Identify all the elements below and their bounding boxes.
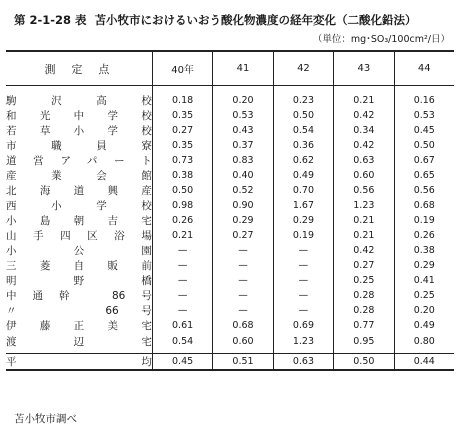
value-cell: 0.37 (213, 138, 273, 153)
value-cell: 0.73 (152, 153, 212, 168)
table-row (6, 213, 454, 228)
year-header: 44 (394, 51, 454, 86)
table-number: 第 2-1-28 表 (14, 13, 87, 27)
value-cell: 0.98 (152, 198, 212, 213)
value-cell: 0.27 (213, 228, 273, 243)
table-title-line (14, 12, 417, 28)
value-cell: 0.21 (334, 228, 394, 243)
value-cell: — (213, 243, 273, 258)
year-header: 42 (273, 51, 333, 86)
table-row (6, 168, 454, 183)
average-cell: 0.50 (334, 354, 394, 371)
value-cell: 0.21 (334, 86, 394, 109)
average-cell: 0.51 (213, 354, 273, 371)
location-name: 駒沢高校 (6, 94, 152, 107)
value-cell: 0.54 (152, 333, 212, 354)
value-cell: 0.50 (394, 138, 454, 153)
table-row (6, 153, 454, 168)
year-header: 43 (334, 51, 394, 86)
location-name: 市職員寮 (6, 140, 152, 152)
table-row (6, 228, 454, 243)
value-cell: 0.90 (213, 198, 273, 213)
location-name: 三菱自販前 (6, 260, 152, 272)
table-row (6, 183, 454, 198)
value-cell: 0.29 (273, 213, 333, 228)
value-cell: 0.38 (394, 243, 454, 258)
table-row (6, 288, 454, 303)
value-cell: 0.60 (334, 168, 394, 183)
location-header: 測定点 (6, 51, 152, 86)
value-cell: 0.19 (273, 228, 333, 243)
value-cell: 0.49 (273, 168, 333, 183)
location-name: 明野橋 (6, 275, 152, 287)
value-cell: — (213, 288, 273, 303)
value-cell: 0.19 (394, 213, 454, 228)
value-cell: 0.67 (394, 153, 454, 168)
data-table (6, 50, 454, 371)
value-cell: 0.36 (273, 138, 333, 153)
value-cell: 0.95 (334, 333, 394, 354)
table-row (6, 333, 454, 354)
location-name: 伊藤正美宅 (6, 320, 152, 332)
value-cell: 0.29 (213, 213, 273, 228)
value-cell: 0.28 (334, 288, 394, 303)
value-cell: 0.70 (273, 183, 333, 198)
value-cell: 0.29 (394, 258, 454, 273)
value-cell: 0.42 (334, 243, 394, 258)
unit-note: （単位：mg･SO₃/100cm²/日） (312, 34, 450, 45)
value-cell: 0.43 (213, 123, 273, 138)
value-cell: — (273, 288, 333, 303)
value-cell: 0.25 (334, 273, 394, 288)
value-cell: 0.28 (334, 303, 394, 318)
year-header: 40年 (152, 51, 212, 86)
value-cell: 0.50 (273, 108, 333, 123)
location-name: 中通幹 86号 (6, 290, 152, 302)
value-cell: 0.63 (334, 153, 394, 168)
value-cell: 0.56 (394, 183, 454, 198)
value-cell: 0.27 (334, 258, 394, 273)
table-row (6, 108, 454, 123)
value-cell: 0.42 (334, 138, 394, 153)
value-cell: 1.23 (334, 198, 394, 213)
average-label: 平均 (6, 354, 152, 371)
header-row (6, 51, 454, 86)
value-cell: 0.34 (334, 123, 394, 138)
value-cell: 0.60 (213, 333, 273, 354)
table-row (6, 123, 454, 138)
value-cell: 0.16 (394, 86, 454, 109)
value-cell: — (213, 273, 273, 288)
location-name: 道営アパート (6, 155, 152, 167)
location-name: 〃 66号 (6, 305, 152, 317)
location-name: 産業会館 (6, 170, 152, 182)
location-name: 和光中学校 (6, 110, 152, 122)
value-cell: 1.23 (273, 333, 333, 354)
table-row (6, 318, 454, 333)
table-row (6, 138, 454, 153)
location-name: 西小学校 (6, 200, 152, 212)
table-row (6, 273, 454, 288)
value-cell: 0.69 (273, 318, 333, 333)
table-row (6, 243, 454, 258)
table-body (6, 86, 454, 354)
value-cell: 0.56 (334, 183, 394, 198)
value-cell: 0.18 (152, 86, 212, 109)
value-cell: 0.26 (152, 213, 212, 228)
value-cell: 0.68 (394, 198, 454, 213)
average-cell: 0.44 (394, 354, 454, 371)
value-cell: 0.53 (213, 108, 273, 123)
value-cell: 0.52 (213, 183, 273, 198)
source-note: 苫小牧市調べ (14, 413, 77, 425)
value-cell: 0.23 (273, 86, 333, 109)
value-cell: 0.83 (213, 153, 273, 168)
value-cell: 0.26 (394, 228, 454, 243)
table-row (6, 86, 454, 109)
average-cell: 0.45 (152, 354, 212, 371)
value-cell: — (152, 303, 212, 318)
value-cell: 0.25 (394, 288, 454, 303)
table-row (6, 303, 454, 318)
value-cell: 0.65 (394, 168, 454, 183)
value-cell: 0.35 (152, 138, 212, 153)
value-cell: 0.54 (273, 123, 333, 138)
location-name: 北海道興産 (6, 185, 152, 197)
table-row (6, 258, 454, 273)
value-cell: 0.41 (394, 273, 454, 288)
value-cell: 0.35 (152, 108, 212, 123)
value-cell: 0.77 (334, 318, 394, 333)
value-cell: 0.21 (334, 213, 394, 228)
value-cell: — (273, 243, 333, 258)
value-cell: 0.45 (394, 123, 454, 138)
value-cell: 0.53 (394, 108, 454, 123)
value-cell: 0.20 (213, 86, 273, 109)
value-cell: 0.49 (394, 318, 454, 333)
value-cell: — (273, 258, 333, 273)
value-cell: 0.21 (152, 228, 212, 243)
value-cell: — (213, 258, 273, 273)
value-cell: — (152, 288, 212, 303)
value-cell: — (152, 258, 212, 273)
value-cell: — (273, 303, 333, 318)
location-name: 小公園 (6, 245, 152, 257)
location-name: 小島朝吉宅 (6, 215, 152, 227)
value-cell: 0.50 (152, 183, 212, 198)
location-name: 山手四区浴場 (6, 230, 152, 242)
year-header: 41 (213, 51, 273, 86)
value-cell: 0.61 (152, 318, 212, 333)
value-cell: 0.40 (213, 168, 273, 183)
value-cell: 0.27 (152, 123, 212, 138)
table-title: 苫小牧市におけるいおう酸化物濃度の経年変化（二酸化鉛法） (94, 13, 417, 27)
value-cell: — (152, 273, 212, 288)
table-row (6, 198, 454, 213)
location-name: 若草小学校 (6, 125, 152, 137)
average-cell: 0.63 (273, 354, 333, 371)
value-cell: 0.68 (213, 318, 273, 333)
value-cell: — (273, 273, 333, 288)
value-cell: 0.80 (394, 333, 454, 354)
location-name: 渡辺宅 (6, 335, 152, 348)
value-cell: 0.20 (394, 303, 454, 318)
value-cell: — (152, 243, 212, 258)
average-row (6, 354, 454, 371)
value-cell: 1.67 (273, 198, 333, 213)
value-cell: 0.42 (334, 108, 394, 123)
value-cell: — (213, 303, 273, 318)
value-cell: 0.38 (152, 168, 212, 183)
value-cell: 0.62 (273, 153, 333, 168)
